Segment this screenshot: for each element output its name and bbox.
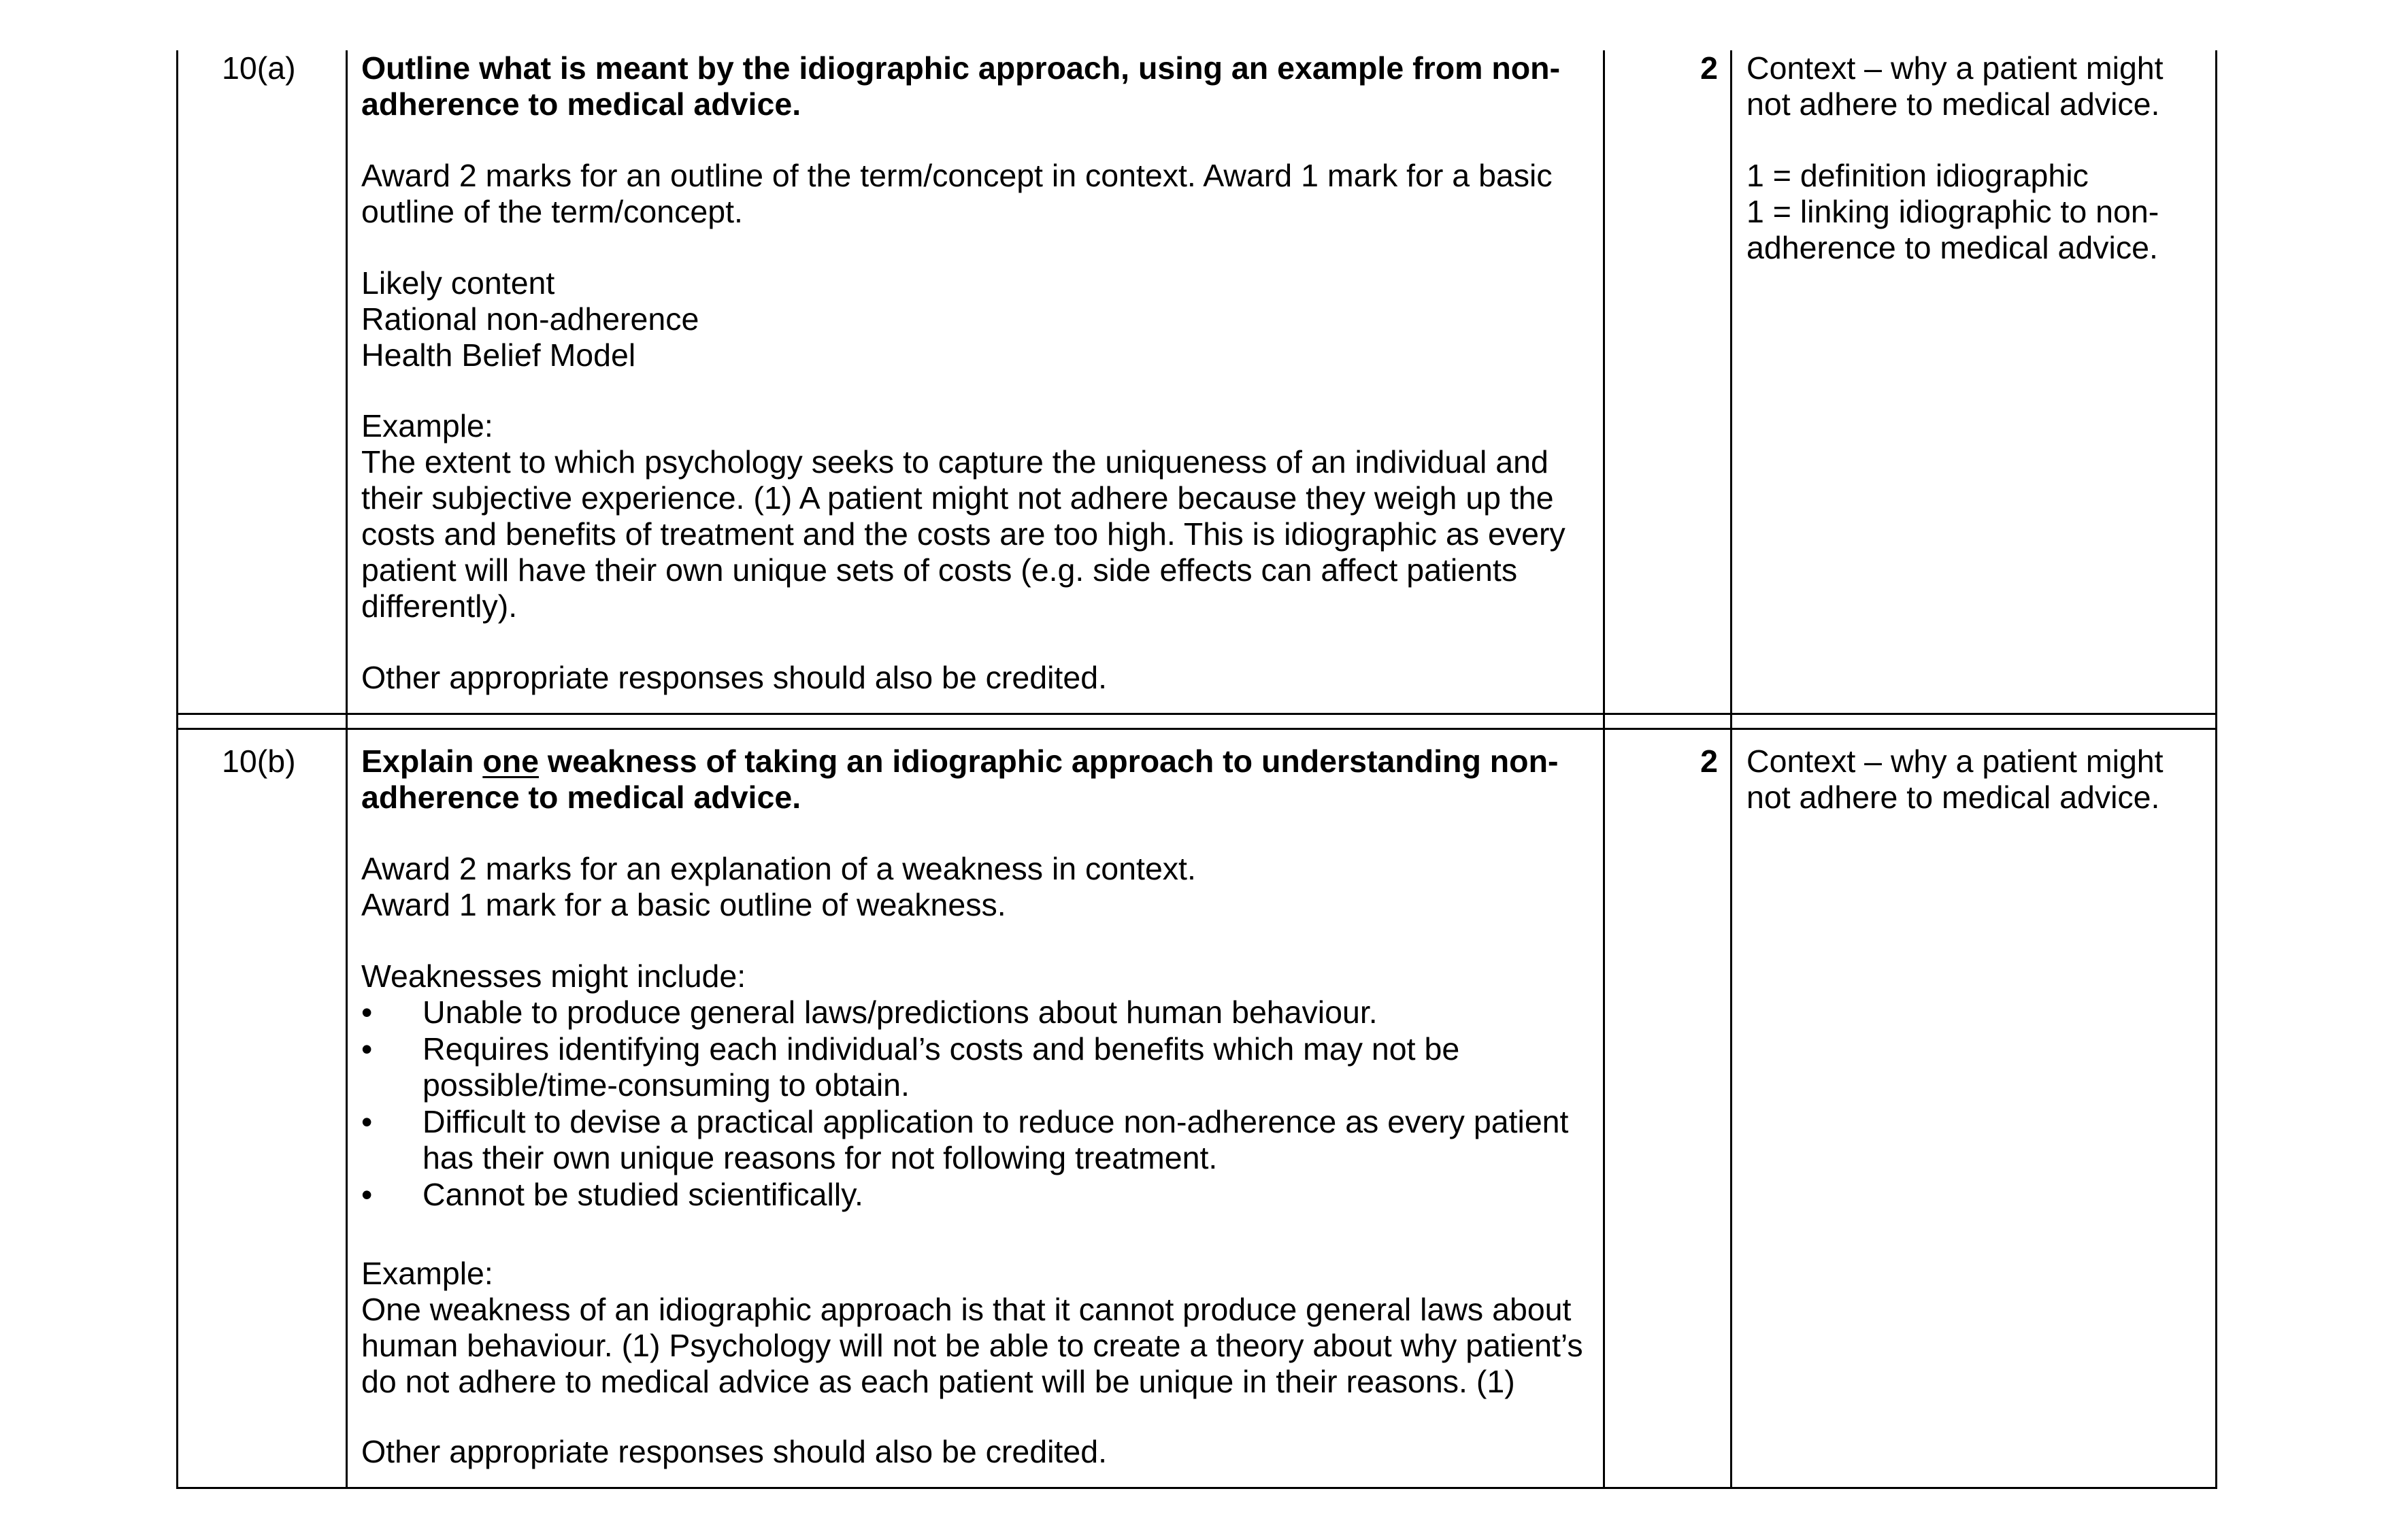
question-10b-line-1 (361, 743, 1558, 780)
question-10b-text: weakness of taking an idiographic approach to understanding non- (538, 743, 1559, 779)
bullet-icon: • (361, 1031, 373, 1067)
guidance-10a-line: adherence to medical advice. (1746, 230, 2158, 265)
other-responses-10a: Other appropriate responses should also be credited. (361, 660, 1107, 695)
likely-content-item: Rational non-adherence (361, 301, 699, 337)
bullet-icon: • (361, 1103, 373, 1139)
list-item-text: Unable to produce general laws/predictions about human behaviour. (422, 994, 1378, 1030)
example-10a-line: The extent to which psychology seeks to capture the uniqueness of an individual and (361, 444, 1548, 480)
list-item (361, 1104, 1568, 1177)
example-10b-line: do not adhere to medical advice as each patient will be unique in their reasons. (1) (361, 1364, 1515, 1399)
table-border-right (2215, 50, 2217, 1489)
guidance-10b-line: Context – why a patient might (1746, 743, 2164, 779)
list-item-text: Difficult to devise a practical application to reduce non-adherence as every patient has their own unique reasons for not following treatment. (422, 1103, 1569, 1175)
bullet-icon: • (361, 1176, 373, 1212)
column-divider-guidance (1730, 50, 1732, 1489)
question-number-10a: 10(a) (222, 50, 296, 86)
guidance-10a-line: Context – why a patient might (1746, 50, 2164, 86)
example-10a-line: patient will have their own unique sets of costs (e.g. side effects can affect patients (361, 552, 1518, 588)
guidance-10b-line: not adhere to medical advice. (1746, 780, 2160, 815)
question-10a-line-2: adherence to medical advice. (361, 86, 801, 122)
example-10a-line: their subjective experience. (1) A patient might not adhere because they weigh up the (361, 480, 1554, 516)
row-separator-top (176, 713, 2217, 715)
likely-content-item: Health Belief Model (361, 337, 636, 373)
other-responses-10b: Other appropriate responses should also be credited. (361, 1434, 1107, 1469)
list-item (361, 1031, 1568, 1104)
marks-10b: 2 (1700, 743, 1718, 779)
table-border-bottom (176, 1487, 2217, 1489)
example-10b-line: human behaviour. (1) Psychology will not be able to create a theory about why patient’s (361, 1328, 1583, 1363)
award-10a-line-1: Award 2 marks for an outline of the term/concept in context. Award 1 mark for a basic (361, 158, 1553, 193)
award-10a-line-2: outline of the term/concept. (361, 194, 743, 229)
row-separator-bottom (176, 728, 2217, 730)
weaknesses-heading: Weaknesses might include: (361, 958, 746, 994)
example-10b-line: One weakness of an idiographic approach is that it cannot produce general laws about (361, 1292, 1572, 1327)
list-item (361, 994, 1568, 1031)
question-10a-line-1: Outline what is meant by the idiographic approach, using an example from non- (361, 50, 1561, 86)
example-10a-line: costs and benefits of treatment and the costs are too high. This is idiographic as every (361, 516, 1565, 552)
example-10a-line: differently). (361, 588, 518, 624)
guidance-10a-line: 1 = linking idiographic to non- (1746, 194, 2159, 229)
table-border-left (176, 50, 178, 1489)
column-divider-question (346, 50, 348, 1489)
question-10b-text: Explain (361, 743, 483, 779)
likely-content-heading: Likely content (361, 265, 555, 301)
guidance-10a-line: 1 = definition idiographic (1746, 158, 2089, 193)
award-10b-line-1: Award 2 marks for an explanation of a weakness in context. (361, 851, 1196, 886)
question-10b-line-2: adherence to medical advice. (361, 780, 801, 815)
list-item (361, 1177, 1568, 1213)
guidance-10a-line: not adhere to medical advice. (1746, 86, 2160, 122)
example-10b-heading: Example: (361, 1256, 493, 1291)
example-10a-heading: Example: (361, 408, 493, 443)
marks-10a: 2 (1700, 50, 1718, 86)
question-10b-emphasis: one (482, 743, 539, 779)
award-10b-line-2: Award 1 mark for a basic outline of weakness. (361, 887, 1006, 922)
question-number-10b: 10(b) (222, 743, 296, 779)
list-item-text: Cannot be studied scientifically. (422, 1176, 863, 1212)
bullet-icon: • (361, 994, 373, 1030)
weaknesses-list (361, 994, 1568, 1213)
column-divider-marks (1603, 50, 1605, 1489)
list-item-text: Requires identifying each individual’s costs and benefits which may not be possible/time-consuming to obtain. (422, 1031, 1460, 1103)
